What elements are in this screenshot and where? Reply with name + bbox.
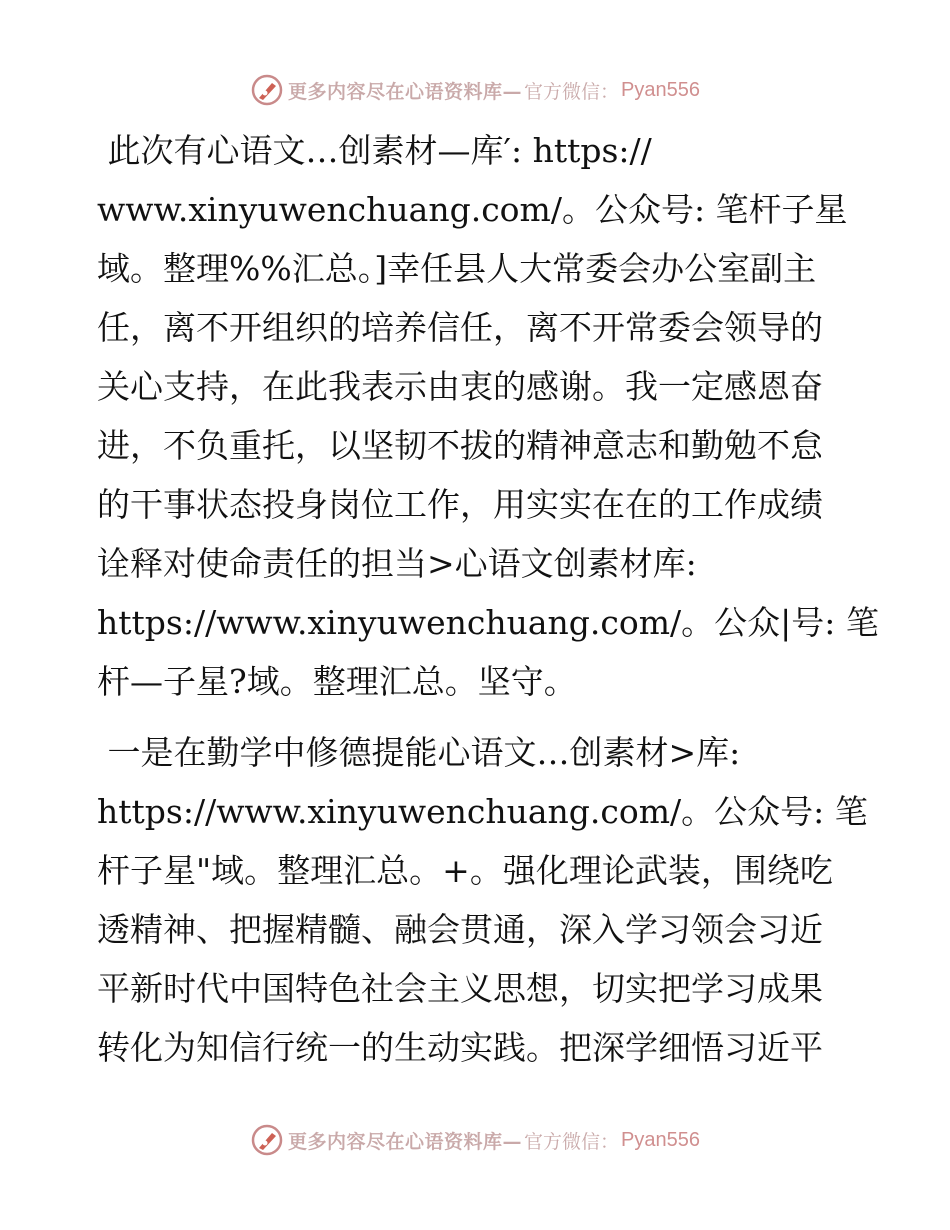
footer-watermark-text: 更多内容尽在心语资料库— [288,1130,523,1153]
text-line: 诠释对使命责任的担当>心语文创素材库: [97,544,697,583]
footer-wechat-label: 官方微信： [524,1130,620,1153]
text-line: 杆子星"域。整理汇总。+。强化理论武装，围绕吃 [97,851,833,890]
text-line: 杆—子星?域。整理汇总。坚守。 [97,662,577,701]
text-line: 域。整理%%汇总。]幸任县人大常委会办公室副主 [97,249,817,288]
paragraph-1 [97,121,879,711]
header-wechat-label: 官方微信： [524,80,620,103]
text-line: 进，不负重托，以坚韧不拔的精神意志和勤勉不怠 [97,426,823,465]
footer-watermark [0,1120,950,1160]
text-line: 任，离不开组织的培养信任，离不开常委会领导的 [97,308,823,347]
header-watermark-text: 更多内容尽在心语资料库— [288,80,523,103]
text-line: 一是在勤学中修德提能心语文…创素材>库: [97,733,741,772]
footer-wechat-handle: Pyan556 [621,1128,700,1151]
paragraph-2 [97,723,868,1077]
text-line: 的干事状态投身岗位工作，用实实在在的工作成绩 [97,485,823,524]
text-line: https://www.xinyuwenchuang.com/。公众|号: 笔 [97,603,879,642]
text-line: 平新时代中国特色社会主义思想，切实把学习成果 [97,969,823,1008]
text-line: www.xinyuwenchuang.com/。公众号: 笔杆子星 [97,190,848,229]
pen-logo-icon [250,1123,284,1157]
text-line: 此次有心语文…创素材—库′: https:// [97,131,652,170]
header-wechat-handle: Pyan556 [621,78,700,101]
document-body [97,121,879,1077]
text-line: 转化为知信行统一的生动实践。把深学细悟习近平 [97,1028,823,1067]
pen-logo-icon [250,73,284,107]
text-line: 关心支持，在此我表示由衷的感谢。我一定感恩奋 [97,367,823,406]
header-watermark [0,70,950,110]
text-line: 透精神、把握精髓、融会贯通，深入学习领会习近 [97,910,823,949]
text-line: https://www.xinyuwenchuang.com/。公众号: 笔 [97,792,868,831]
